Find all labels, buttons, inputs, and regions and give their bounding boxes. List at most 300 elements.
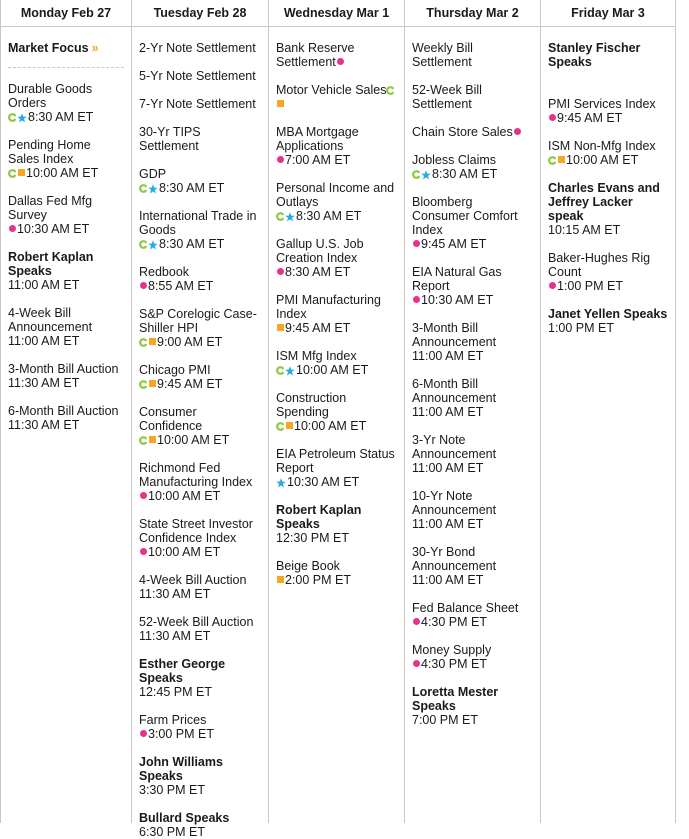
star-icon bbox=[276, 478, 286, 488]
event-name[interactable] bbox=[139, 713, 261, 727]
calendar-event[interactable] bbox=[139, 69, 261, 83]
calendar-event[interactable] bbox=[139, 713, 261, 741]
event-name-text: Jobless Claims bbox=[412, 153, 497, 167]
event-name-text: Robert Kaplan Speaks bbox=[8, 250, 94, 278]
event-name[interactable] bbox=[412, 195, 533, 237]
event-name-text: EIA Petroleum Status Report bbox=[276, 447, 395, 475]
event-name-text: PMI Services Index bbox=[548, 97, 656, 111]
event-name-text: 6-Month Bill Announcement bbox=[412, 377, 497, 405]
calendar-event[interactable] bbox=[412, 489, 533, 531]
event-name-text: Charles Evans and Jeffrey Lacker speak bbox=[548, 181, 660, 223]
event-time-text: 10:00 AM ET bbox=[294, 419, 367, 433]
dot-icon bbox=[413, 240, 420, 247]
event-name-text: 7-Yr Note Settlement bbox=[139, 97, 256, 111]
calendar-event[interactable] bbox=[276, 181, 397, 223]
event-time bbox=[139, 545, 261, 559]
event-time-text: 1:00 PM ET bbox=[548, 321, 614, 335]
market-focus-label: Market Focus bbox=[8, 41, 89, 55]
star-icon bbox=[285, 366, 295, 376]
event-time bbox=[276, 363, 397, 377]
dot-icon bbox=[140, 282, 147, 289]
event-name-text: Motor Vehicle Sales bbox=[276, 83, 387, 97]
c-icon bbox=[276, 366, 284, 375]
event-name-text: 52-Week Bill Auction bbox=[139, 615, 254, 629]
event-name[interactable] bbox=[139, 125, 261, 153]
event-time bbox=[412, 657, 533, 671]
event-time bbox=[276, 209, 397, 223]
event-name[interactable] bbox=[412, 321, 533, 349]
event-name-text: 6-Month Bill Auction bbox=[8, 404, 119, 418]
square-icon bbox=[277, 100, 284, 107]
event-name-text: Bullard Speaks bbox=[139, 811, 230, 825]
event-time-text: 10:30 AM ET bbox=[421, 293, 494, 307]
event-name[interactable] bbox=[8, 82, 124, 110]
event-time bbox=[276, 265, 397, 279]
calendar-event[interactable] bbox=[276, 349, 397, 377]
calendar-event[interactable] bbox=[412, 601, 533, 629]
event-time bbox=[412, 461, 533, 475]
calendar-event[interactable] bbox=[276, 293, 397, 335]
event-name-text: 30-Yr Bond Announcement bbox=[412, 545, 497, 573]
event-time bbox=[412, 713, 533, 727]
event-time-text: 8:30 AM ET bbox=[432, 167, 498, 181]
dot-icon bbox=[413, 618, 420, 625]
calendar-event[interactable] bbox=[276, 41, 397, 69]
c-icon bbox=[139, 338, 147, 347]
day-column bbox=[132, 0, 269, 839]
event-name[interactable] bbox=[276, 293, 397, 321]
event-name-text: Esther George Speaks bbox=[139, 657, 226, 685]
day-header: Thursday Mar 2 bbox=[405, 0, 540, 27]
event-name[interactable] bbox=[412, 41, 533, 69]
event-time-text: 12:45 PM ET bbox=[139, 685, 212, 699]
c-icon bbox=[139, 240, 147, 249]
dot-icon bbox=[140, 548, 147, 555]
event-name[interactable] bbox=[139, 307, 261, 335]
event-name[interactable] bbox=[412, 643, 533, 657]
calendar-event[interactable] bbox=[412, 153, 533, 181]
calendar-event[interactable] bbox=[276, 391, 397, 433]
event-time bbox=[548, 223, 668, 237]
event-name[interactable] bbox=[8, 404, 124, 418]
event-name-text: S&P Corelogic Case-Shiller HPI bbox=[139, 307, 257, 335]
event-time bbox=[548, 111, 668, 125]
c-icon bbox=[139, 436, 147, 445]
calendar-event[interactable] bbox=[8, 194, 124, 236]
event-time-text: 11:30 AM ET bbox=[8, 376, 80, 390]
event-time-text: 9:45 AM ET bbox=[421, 237, 487, 251]
event-name-text: 10-Yr Note Announcement bbox=[412, 489, 497, 517]
event-name-text: Personal Income and Outlays bbox=[276, 181, 395, 209]
event-name[interactable] bbox=[548, 251, 668, 279]
event-name[interactable] bbox=[8, 138, 124, 166]
event-time bbox=[412, 237, 533, 251]
event-time bbox=[412, 573, 533, 587]
calendar-event[interactable] bbox=[8, 404, 124, 432]
event-time-text: 7:00 PM ET bbox=[412, 713, 478, 727]
event-time-text: 11:30 AM ET bbox=[139, 629, 211, 643]
event-time-text: 10:00 AM ET bbox=[296, 363, 369, 377]
event-name[interactable] bbox=[548, 41, 668, 69]
event-time bbox=[548, 321, 668, 335]
calendar-event[interactable] bbox=[139, 405, 261, 447]
event-name-text: 3-Month Bill Auction bbox=[8, 362, 119, 376]
calendar-event[interactable] bbox=[548, 181, 668, 237]
event-name-text: PMI Manufacturing Index bbox=[276, 293, 381, 321]
calendar-event[interactable] bbox=[548, 307, 668, 335]
c-icon bbox=[548, 156, 556, 165]
event-time-text: 11:00 AM ET bbox=[8, 278, 80, 292]
day-column bbox=[1, 0, 132, 823]
calendar-event[interactable] bbox=[139, 363, 261, 391]
event-name-text: Chain Store Sales bbox=[412, 125, 513, 139]
event-name[interactable] bbox=[276, 559, 397, 573]
event-name[interactable] bbox=[412, 125, 533, 139]
event-time bbox=[412, 167, 533, 181]
calendar-event[interactable] bbox=[548, 251, 668, 293]
calendar-event[interactable] bbox=[412, 83, 533, 111]
star-icon bbox=[285, 212, 295, 222]
event-time-text: 11:00 AM ET bbox=[412, 461, 484, 475]
event-name-text: Bloomberg Consumer Comfort Index bbox=[412, 195, 518, 237]
event-name[interactable] bbox=[412, 153, 533, 167]
event-name[interactable] bbox=[139, 405, 261, 433]
event-name[interactable] bbox=[139, 97, 261, 111]
event-time bbox=[8, 166, 124, 180]
event-time bbox=[139, 279, 261, 293]
square-icon bbox=[149, 436, 156, 443]
event-time bbox=[139, 727, 261, 741]
event-name-text: International Trade in Goods bbox=[139, 209, 257, 237]
calendar-event[interactable] bbox=[412, 41, 533, 69]
event-name[interactable] bbox=[276, 447, 397, 475]
calendar-event[interactable] bbox=[8, 306, 124, 348]
day-header: Tuesday Feb 28 bbox=[132, 0, 268, 27]
event-name-text: Weekly Bill Settlement bbox=[412, 41, 473, 69]
event-name-text: Chicago PMI bbox=[139, 363, 211, 377]
event-name-text: State Street Investor Confidence Index bbox=[139, 517, 253, 545]
event-name[interactable] bbox=[412, 265, 533, 293]
event-time-text: 11:00 AM ET bbox=[412, 349, 484, 363]
event-name[interactable] bbox=[412, 601, 533, 615]
event-time-text: 11:30 AM ET bbox=[139, 587, 211, 601]
c-icon bbox=[276, 422, 284, 431]
event-name-text: Dallas Fed Mfg Survey bbox=[8, 194, 93, 222]
star-icon bbox=[148, 240, 158, 250]
calendar-event[interactable] bbox=[412, 685, 533, 727]
event-time bbox=[139, 335, 261, 349]
event-name[interactable] bbox=[548, 181, 668, 223]
calendar-event[interactable] bbox=[412, 265, 533, 307]
chevron-right-icon: » bbox=[91, 41, 99, 55]
event-time bbox=[139, 237, 261, 251]
dot-icon bbox=[413, 296, 420, 303]
event-time bbox=[276, 573, 397, 587]
event-name[interactable] bbox=[8, 362, 124, 376]
event-name-text: Stanley Fischer Speaks bbox=[548, 41, 641, 69]
event-time bbox=[548, 153, 668, 167]
event-name[interactable] bbox=[276, 349, 397, 363]
event-name[interactable] bbox=[276, 237, 397, 265]
dot-icon bbox=[549, 282, 556, 289]
event-name[interactable] bbox=[412, 545, 533, 573]
event-name[interactable] bbox=[139, 209, 261, 237]
event-name[interactable] bbox=[548, 97, 668, 111]
event-name-text: John Williams Speaks bbox=[139, 755, 223, 783]
event-time-text: 9:45 AM ET bbox=[557, 111, 623, 125]
calendar-event[interactable] bbox=[412, 195, 533, 251]
event-time bbox=[412, 517, 533, 531]
event-name-text: Pending Home Sales Index bbox=[8, 138, 91, 166]
event-time bbox=[8, 278, 124, 292]
event-time bbox=[276, 475, 397, 489]
event-name[interactable] bbox=[276, 391, 397, 419]
calendar-event[interactable] bbox=[276, 83, 397, 111]
calendar-event[interactable] bbox=[139, 209, 261, 251]
event-name-text: Bank Reserve Settlement bbox=[276, 41, 355, 69]
dot-icon bbox=[413, 660, 420, 667]
calendar-event[interactable] bbox=[412, 321, 533, 363]
event-name[interactable] bbox=[139, 517, 261, 545]
calendar-event[interactable] bbox=[139, 307, 261, 349]
dot-icon bbox=[140, 730, 147, 737]
event-name[interactable] bbox=[276, 181, 397, 209]
event-name-text: ISM Mfg Index bbox=[276, 349, 357, 363]
calendar-event[interactable] bbox=[139, 265, 261, 293]
dot-icon bbox=[277, 268, 284, 275]
event-time bbox=[139, 377, 261, 391]
event-name[interactable] bbox=[276, 41, 397, 69]
event-time-text: 3:00 PM ET bbox=[148, 727, 214, 741]
calendar-event[interactable] bbox=[276, 503, 397, 545]
calendar-event[interactable] bbox=[8, 138, 124, 180]
event-time bbox=[276, 531, 397, 545]
calendar-event[interactable] bbox=[548, 41, 668, 69]
event-time-text: 6:30 PM ET bbox=[139, 825, 205, 839]
calendar-event[interactable] bbox=[548, 139, 668, 167]
event-name[interactable] bbox=[139, 615, 261, 629]
event-name-text: Richmond Fed Manufacturing Index bbox=[139, 461, 253, 489]
event-time bbox=[8, 418, 124, 432]
event-name-text: 4-Week Bill Auction bbox=[139, 573, 247, 587]
event-name-text: Loretta Mester Speaks bbox=[412, 685, 499, 713]
event-time-text: 10:00 AM ET bbox=[26, 166, 99, 180]
calendar-event[interactable] bbox=[276, 559, 397, 587]
event-time bbox=[8, 222, 124, 236]
dot-icon bbox=[140, 492, 147, 499]
day-column bbox=[541, 0, 676, 823]
calendar-event[interactable] bbox=[412, 125, 533, 139]
event-time bbox=[412, 615, 533, 629]
event-time bbox=[276, 419, 397, 433]
event-time bbox=[8, 376, 124, 390]
event-time-text: 9:45 AM ET bbox=[157, 377, 223, 391]
event-time-text: 8:55 AM ET bbox=[148, 279, 214, 293]
event-icons bbox=[276, 97, 397, 111]
event-name[interactable] bbox=[139, 167, 261, 181]
calendar-event[interactable] bbox=[139, 811, 261, 839]
dot-icon bbox=[514, 128, 521, 135]
calendar-event[interactable] bbox=[139, 461, 261, 503]
day-header: Monday Feb 27 bbox=[1, 0, 131, 27]
square-icon bbox=[149, 338, 156, 345]
event-time-text: 10:30 AM ET bbox=[17, 222, 90, 236]
day-header: Friday Mar 3 bbox=[541, 0, 675, 27]
event-time-text: 7:00 AM ET bbox=[285, 153, 351, 167]
event-time-text: 8:30 AM ET bbox=[296, 209, 362, 223]
event-time bbox=[139, 181, 261, 195]
c-icon bbox=[412, 170, 420, 179]
event-time-text: 9:45 AM ET bbox=[285, 321, 351, 335]
c-icon bbox=[386, 86, 394, 95]
dot-icon bbox=[337, 58, 344, 65]
event-time bbox=[412, 349, 533, 363]
event-name-text: 30-Yr TIPS Settlement bbox=[139, 125, 201, 153]
calendar-event[interactable] bbox=[139, 41, 261, 55]
calendar-event[interactable] bbox=[139, 615, 261, 643]
event-time bbox=[412, 293, 533, 307]
event-name-text: Money Supply bbox=[412, 643, 492, 657]
event-name[interactable] bbox=[139, 265, 261, 279]
event-time bbox=[139, 783, 261, 797]
c-icon bbox=[276, 212, 284, 221]
event-time-text: 8:30 AM ET bbox=[159, 237, 225, 251]
event-time bbox=[412, 405, 533, 419]
event-time-text: 11:00 AM ET bbox=[412, 573, 484, 587]
calendar-event[interactable] bbox=[8, 362, 124, 390]
event-name[interactable] bbox=[139, 573, 261, 587]
event-time bbox=[139, 629, 261, 643]
calendar-event[interactable] bbox=[276, 125, 397, 167]
c-icon bbox=[139, 184, 147, 193]
event-name-text: Durable Goods Orders bbox=[8, 82, 93, 110]
event-time-text: 9:00 AM ET bbox=[157, 335, 223, 349]
dot-icon bbox=[277, 156, 284, 163]
star-icon bbox=[148, 184, 158, 194]
c-icon bbox=[8, 113, 16, 122]
event-time-text: 1:00 PM ET bbox=[557, 279, 623, 293]
event-time bbox=[139, 489, 261, 503]
event-name-text: Fed Balance Sheet bbox=[412, 601, 519, 615]
event-time-text: 11:30 AM ET bbox=[8, 418, 80, 432]
calendar-event[interactable] bbox=[139, 755, 261, 797]
event-name-text: Farm Prices bbox=[139, 713, 207, 727]
event-name-text: EIA Natural Gas Report bbox=[412, 265, 502, 293]
event-time-text: 8:30 AM ET bbox=[28, 110, 94, 124]
event-time-text: 10:00 AM ET bbox=[148, 545, 221, 559]
event-name[interactable] bbox=[139, 461, 261, 489]
event-name[interactable] bbox=[139, 41, 261, 55]
event-name[interactable] bbox=[8, 250, 124, 278]
c-icon bbox=[139, 380, 147, 389]
event-name-text: 52-Week Bill Settlement bbox=[412, 83, 482, 111]
square-icon bbox=[149, 380, 156, 387]
event-name[interactable] bbox=[412, 489, 533, 517]
event-time-text: 10:00 AM ET bbox=[157, 433, 230, 447]
event-time-text: 10:00 AM ET bbox=[148, 489, 221, 503]
calendar-event[interactable] bbox=[412, 643, 533, 671]
event-name[interactable] bbox=[412, 83, 533, 111]
event-name[interactable] bbox=[412, 377, 533, 405]
event-time bbox=[139, 685, 261, 699]
c-icon bbox=[8, 169, 16, 178]
event-name[interactable] bbox=[412, 433, 533, 461]
event-time-text: 2:00 PM ET bbox=[285, 573, 351, 587]
event-time bbox=[139, 587, 261, 601]
event-name[interactable] bbox=[276, 83, 397, 97]
event-time bbox=[139, 825, 261, 839]
event-name[interactable] bbox=[412, 685, 533, 713]
divider bbox=[8, 67, 124, 68]
event-time bbox=[276, 321, 397, 335]
event-name-text: Construction Spending bbox=[276, 391, 347, 419]
event-name[interactable] bbox=[139, 755, 261, 783]
calendar-event[interactable] bbox=[139, 125, 261, 153]
event-name-text: 3-Month Bill Announcement bbox=[412, 321, 497, 349]
calendar-event[interactable] bbox=[8, 250, 124, 292]
calendar-event[interactable] bbox=[139, 517, 261, 559]
event-time bbox=[8, 110, 124, 124]
calendar-event[interactable] bbox=[412, 545, 533, 587]
event-name[interactable] bbox=[276, 503, 397, 531]
event-time-text: 12:30 PM ET bbox=[276, 531, 349, 545]
event-time-text: 11:00 AM ET bbox=[412, 405, 484, 419]
event-name-text: Beige Book bbox=[276, 559, 340, 573]
square-icon bbox=[277, 576, 284, 583]
calendar-event[interactable] bbox=[276, 447, 397, 489]
market-focus-link[interactable] bbox=[8, 41, 124, 55]
event-name-text: 3-Yr Note Announcement bbox=[412, 433, 497, 461]
calendar-event[interactable] bbox=[139, 167, 261, 195]
event-name[interactable] bbox=[139, 69, 261, 83]
calendar-event[interactable] bbox=[139, 657, 261, 699]
event-time bbox=[276, 153, 397, 167]
calendar-event[interactable] bbox=[412, 377, 533, 419]
event-time bbox=[548, 279, 668, 293]
event-name[interactable] bbox=[548, 139, 668, 153]
event-name[interactable] bbox=[139, 657, 261, 685]
calendar-event[interactable] bbox=[548, 97, 668, 125]
event-name[interactable] bbox=[8, 194, 124, 222]
calendar-event[interactable] bbox=[139, 573, 261, 601]
event-name[interactable] bbox=[548, 307, 668, 321]
calendar-event[interactable] bbox=[276, 237, 397, 279]
event-name-text: 5-Yr Note Settlement bbox=[139, 69, 256, 83]
event-name-text: Consumer Confidence bbox=[139, 405, 203, 433]
event-name[interactable] bbox=[276, 125, 397, 153]
day-header: Wednesday Mar 1 bbox=[269, 0, 404, 27]
event-name-text: Redbook bbox=[139, 265, 190, 279]
day-column bbox=[405, 0, 541, 823]
star-icon bbox=[421, 170, 431, 180]
event-time-text: 3:30 PM ET bbox=[139, 783, 205, 797]
event-name-text: ISM Non-Mfg Index bbox=[548, 139, 656, 153]
calendar-event[interactable] bbox=[412, 433, 533, 475]
calendar-event[interactable] bbox=[139, 97, 261, 111]
square-icon bbox=[286, 422, 293, 429]
event-name-text: 4-Week Bill Announcement bbox=[8, 306, 93, 334]
event-name-text: 2-Yr Note Settlement bbox=[139, 41, 256, 55]
event-name-text: MBA Mortgage Applications bbox=[276, 125, 359, 153]
event-name[interactable] bbox=[8, 306, 124, 334]
calendar-event[interactable] bbox=[8, 82, 124, 124]
event-name-text: Baker-Hughes Rig Count bbox=[548, 251, 651, 279]
event-time-text: 8:30 AM ET bbox=[159, 181, 225, 195]
event-name[interactable] bbox=[139, 363, 261, 377]
event-time-text: 8:30 AM ET bbox=[285, 265, 351, 279]
event-time-text: 4:30 PM ET bbox=[421, 615, 487, 629]
event-name-text: Gallup U.S. Job Creation Index bbox=[276, 237, 364, 265]
